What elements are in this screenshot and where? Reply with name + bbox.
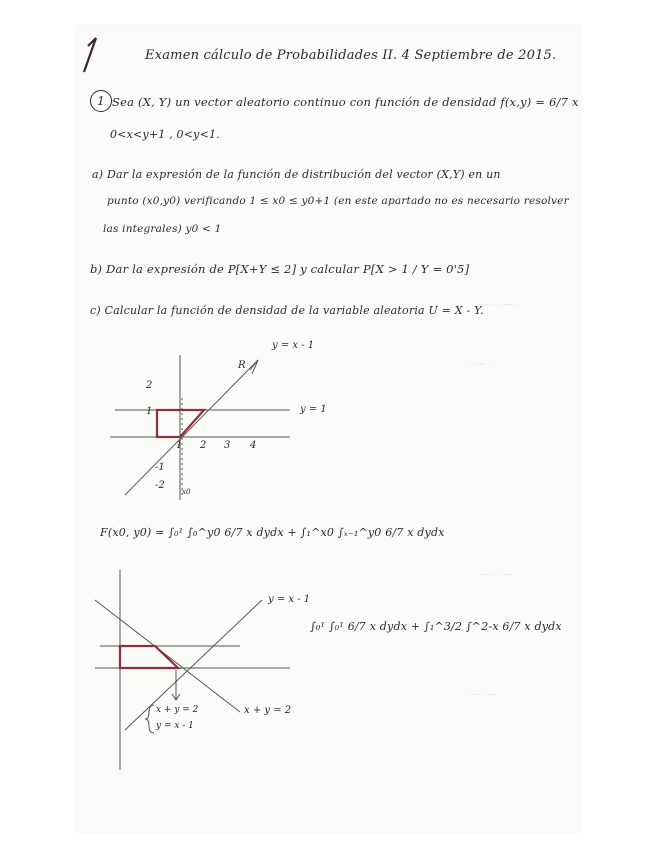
bleed-through-text: ‑ — ‑ xyxy=(470,360,491,370)
bleed-through-text: — ‑ ‑ — ‑ xyxy=(480,300,519,310)
graph2-label-line-top: y = x - 1 xyxy=(268,594,311,605)
problem-statement: Sea (X, Y) un vector aleatorio continuo con función de densidad f(x,y) = 6/7 x xyxy=(112,95,579,109)
domain-line: 0<x<y+1 , 0<y<1. xyxy=(110,128,220,141)
graph1-tick-y2: 2 xyxy=(146,380,153,391)
graph2-system-eq2: y = x - 1 xyxy=(156,721,194,731)
bleed-through-text: — ‑ — xyxy=(470,690,497,700)
problem-number: 1 xyxy=(90,90,112,112)
graph1-label-line-top: y = x - 1 xyxy=(272,340,315,351)
graph2-line-x-y-2 xyxy=(95,600,240,712)
formula-P: ∫₀¹ ∫₀¹ 6/7 x dydx + ∫₁^3/2 ∫^2-x 6/7 x dydx xyxy=(310,620,562,633)
graph1-label-y1: y = 1 xyxy=(300,404,327,415)
graph1-tick-y1: 1 xyxy=(146,406,153,417)
graph1-tick-x1: 1 xyxy=(176,440,183,451)
part-c: c) Calcular la función de densidad de la variable aleatoria U = X - Y. xyxy=(90,304,484,317)
graph1-tick-x3: 3 xyxy=(224,440,231,451)
formula-F: F(x0, y0) = ∫₀¹ ∫₀^y0 6/7 x dydx + ∫₁^x0 ∫ₓ₋₁^y0 6/7 x dydx xyxy=(100,526,445,539)
bleed-through-text: — ‑ ‑ — xyxy=(480,570,513,580)
graph1-tick-yneg1: -1 xyxy=(155,462,165,473)
graph1-label-R: R xyxy=(238,360,246,371)
part-a-line-1: a) Dar la expresión de la función de distribución del vector (X,Y) en un xyxy=(92,168,501,181)
exam-title: Examen cálculo de Probabilidades II. 4 Septiembre de 2015. xyxy=(145,48,557,63)
graph1-tick-yneg2: -2 xyxy=(155,480,165,491)
graph2-system-eq1: x + y = 2 xyxy=(156,705,199,715)
graph1-tick-x2: 2 xyxy=(200,440,207,451)
graph1-label-x0: x0 xyxy=(182,488,191,496)
graph2-arrow xyxy=(172,670,180,700)
part-a-line-2: punto (x0,y0) verificando 1 ≤ x0 ≤ y0+1 (en este apartado no es necesario resolver xyxy=(107,195,569,207)
graph1-tick-x4: 4 xyxy=(250,440,257,451)
part-a-line-3: las integrales) y0 < 1 xyxy=(103,223,222,235)
graph2-label-line-bottom: x + y = 2 xyxy=(244,705,292,716)
part-b: b) Dar la expresión de P[X+Y ≤ 2] y calcular P[X > 1 / Y = 0'5] xyxy=(90,262,470,276)
